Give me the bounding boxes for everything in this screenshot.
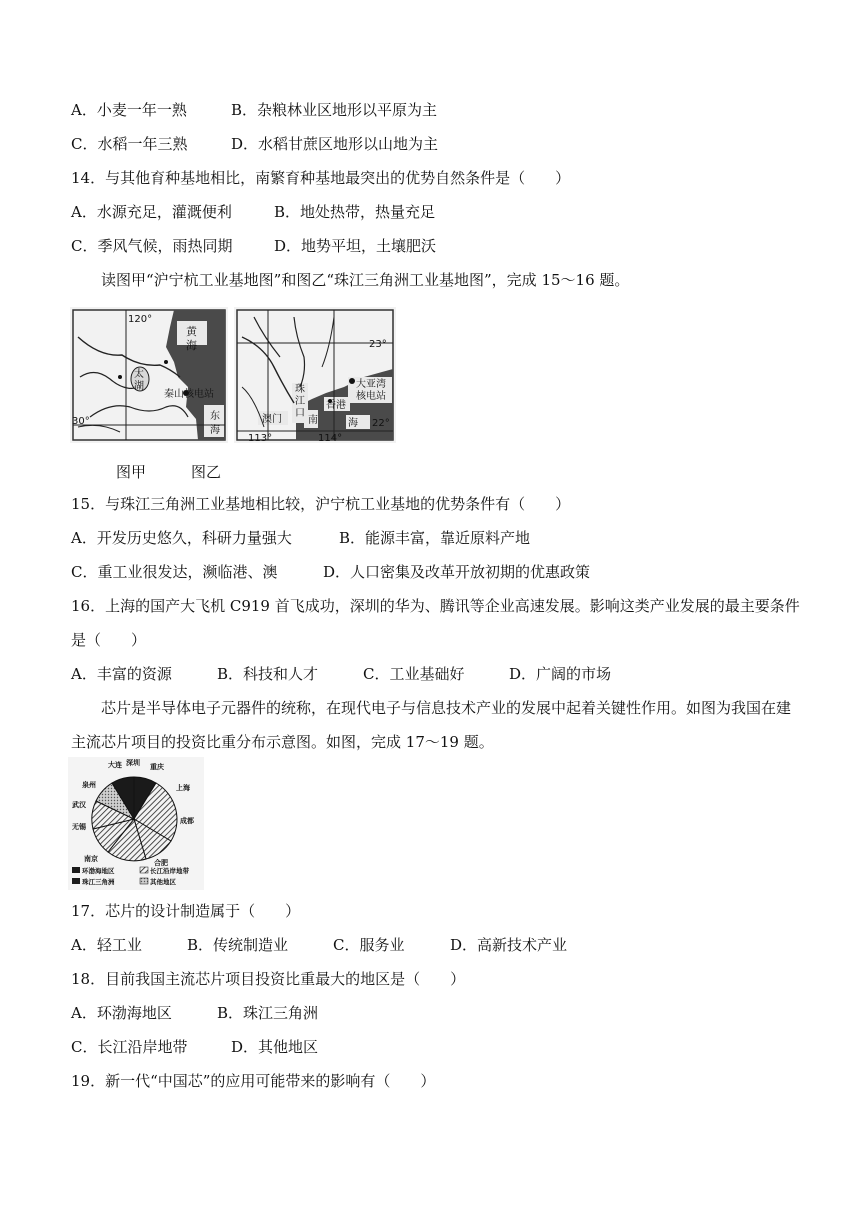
map-yi-city2-label: 澳门 [262,414,282,425]
q16-option-b: B．科技和人才 [217,665,319,683]
q14-option-a: A．水源充足，灌溉便利 [71,203,232,221]
q18-options-row1 [71,1003,318,1023]
map-jia-sea3-label: 东 [210,411,220,422]
legend-item: 其他地区 [150,878,176,886]
pie-label-dalian: 大连 [108,761,122,769]
map-jia-sea4-label: 海 [210,425,220,436]
q16-option-a: A．丰富的资源 [71,665,172,683]
map-yi-sea1-label: 南 [308,415,318,426]
map-yi-river1-label: 珠 [295,384,305,395]
map-yi-lat2-label: 22° [372,418,390,429]
q18-options-row2 [71,1037,318,1057]
q17-option-a: A．轻工业 [71,936,142,954]
map-jia-lake2-label: 湖 [134,381,144,392]
q14-stem: 14．与其他育种基地相比，南繁育种基地最突出的优势自然条件是（ ） [71,169,571,187]
legend-swatch [140,878,148,884]
q16-option-c: C．工业基础好 [363,665,465,683]
q18-option-c: C．长江沿岸地带 [71,1038,188,1056]
q16-stem-line1: 16．上海的国产大飞机 C919 首飞成功，深圳的华为、腾讯等企业高速发展。影响这类产业发展的最主要条件 [71,597,800,615]
q13-options-row2 [71,134,438,154]
map-yi-river2-label: 江 [295,396,305,407]
map-yi-lat1-label: 23° [369,339,387,350]
q14-options-row1 [71,202,435,222]
q18-stem: 18．目前我国主流芯片项目投资比重最大的地区是（ ） [71,970,466,988]
legend-item: 珠江三角洲 [82,878,115,886]
pie-label-chongqing: 重庆 [150,763,164,771]
intro-15-16: 读图甲“沪宁杭工业基地图”和图乙“珠江三角洲工业基地图”，完成 15～16 题。 [101,271,630,289]
q17-stem: 17．芯片的设计制造属于（ ） [71,902,301,920]
map-yi-river3-label: 口 [295,408,305,419]
q17-options-row1 [71,935,567,955]
map-jia-sea2-label: 海 [186,339,197,352]
q15-option-c: C．重工业很发达，濒临港、澳 [71,563,278,581]
pie-label-shanghai: 上海 [176,784,190,792]
map-yi-sea2-label: 海 [348,418,358,429]
q14-option-d: D．地势平坦，土壤肥沃 [274,237,437,255]
q17-option-b: B．传统制造业 [187,936,289,954]
map-yi-image [234,307,396,443]
pie-label-quanzhou: 泉州 [82,781,96,789]
q13-options-row1 [71,100,437,120]
map-yi-city1-label: 香港 [326,400,346,411]
map-jia-lat-label: 30° [72,416,90,427]
q18-option-b: B．珠江三角洲 [217,1004,319,1022]
intro-17-19-line1: 芯片是半导体电子元器件的统称，在现代电子与信息技术产业的发展中起着关键性作用。如图为我国在建 [101,699,792,717]
q13-option-b: B．杂粮林业区地形以平原为主 [231,101,438,119]
q15-stem: 15．与珠江三角洲工业基地相比较，沪宁杭工业基地的优势条件有（ ） [71,495,571,513]
map-yi-lon1-label: 113° [248,433,273,443]
q13-option-a: A．小麦一年一熟 [71,101,187,119]
q13-option-d: D．水稻甘蔗区地形以山地为主 [231,135,439,153]
q18-option-d: D．其他地区 [231,1038,319,1056]
legend-swatch [140,867,148,873]
map-yi-plant1-label: 大亚湾 [356,379,386,390]
q15-option-a: A．开发历史悠久，科研力量强大 [71,529,292,547]
q17-option-d: D．高新技术产业 [450,936,568,954]
q17-option-c: C．服务业 [333,936,405,954]
legend-swatch [72,878,80,884]
legend-item: 长江沿岸地带 [150,867,189,875]
map-yi-plant2-label: 核电站 [356,391,386,402]
q14-options-row2 [71,236,436,256]
pie-label-chengdu: 成都 [180,817,194,825]
pie-label-nanjing: 南京 [84,855,98,863]
map-yi-lon2-label: 114° [318,433,343,443]
pie-chart-image [68,757,204,890]
q18-option-a: A．环渤海地区 [71,1004,172,1022]
q15-options-row1 [71,528,530,548]
map-jia-lake1-label: 太 [134,369,144,380]
q16-options-row1 [71,664,611,684]
pie-label-shenzhen: 深圳 [126,759,140,767]
caption-jia: 图甲 [116,463,147,481]
q13-option-c: C．水稻一年三熟 [71,135,188,153]
legend-swatch [72,867,80,873]
map-jia-lon-label: 120° [128,314,153,325]
q15-option-b: B．能源丰富，靠近原料产地 [339,529,531,547]
q16-stem-line2: 是（ ） [71,631,147,649]
q19-stem: 19．新一代“中国芯”的应用可能带来的影响有（ ） [71,1072,436,1090]
legend-item: 环渤海地区 [82,867,115,875]
q16-option-d: D．广阔的市场 [509,665,612,683]
pie-label-wuxi: 无锡 [72,823,86,831]
pie-label-hefei: 合肥 [154,859,168,867]
q14-option-b: B．地处热带，热量充足 [274,203,436,221]
caption-yi: 图乙 [191,463,222,481]
pie-label-wuhan: 武汉 [72,801,86,809]
map-jia-image [70,307,228,443]
q15-option-d: D．人口密集及改革开放初期的优惠政策 [323,563,591,581]
pie-slices [92,777,177,861]
q15-options-row2 [71,562,590,582]
intro-17-19-line2: 主流芯片项目的投资比重分布示意图。如图，完成 17～19 题。 [71,733,494,751]
map-jia-sea1-label: 黄 [186,325,197,338]
q14-option-c: C．季风气候，雨热同期 [71,237,233,255]
map-jia-plant-label: 秦山核电站 [164,389,214,400]
